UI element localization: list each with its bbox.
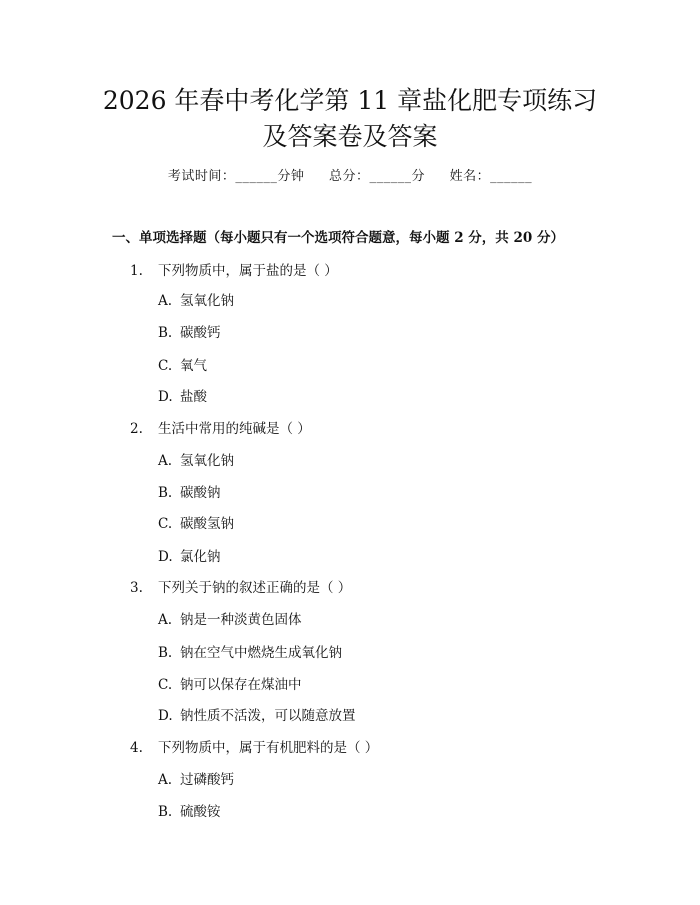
- question-number: 1.: [130, 263, 143, 279]
- total-score-field: 总分：______分: [328, 169, 425, 184]
- option-2d: [158, 547, 221, 567]
- option-letter: C.: [158, 516, 173, 532]
- student-name-field: 姓名：______: [449, 169, 533, 184]
- option-text: 氯化钠: [180, 549, 221, 565]
- question-number: 3.: [130, 580, 143, 596]
- option-text: 钠在空气中燃烧生成氧化钠: [180, 645, 342, 661]
- option-4b: [158, 802, 221, 822]
- option-letter: B.: [158, 645, 173, 661]
- option-letter: B.: [158, 485, 173, 501]
- question-stem: 下列关于钠的叙述正确的是（ ）: [158, 580, 352, 596]
- option-2b: [158, 483, 221, 503]
- option-text: 过磷酸钙: [180, 772, 234, 788]
- option-text: 氧气: [180, 358, 207, 374]
- option-letter: D.: [158, 549, 173, 565]
- option-letter: A.: [158, 453, 173, 469]
- option-text: 钠可以保存在煤油中: [180, 677, 302, 693]
- option-text: 氢氧化钠: [180, 453, 234, 469]
- option-text: 氢氧化钠: [180, 293, 234, 309]
- option-letter: A.: [158, 612, 173, 628]
- option-text: 硫酸铵: [180, 804, 221, 820]
- question-number: 4.: [130, 740, 143, 756]
- option-letter: D.: [158, 708, 173, 724]
- document-title-line-1: 2026 年春中考化学第 11 章盐化肥专项练习: [102, 86, 598, 115]
- option-letter: B.: [158, 804, 173, 820]
- option-1c: [158, 356, 207, 376]
- exam-info: [0, 167, 700, 187]
- question-stem: 下列物质中，属于盐的是（ ）: [158, 263, 338, 279]
- option-3a: [158, 610, 302, 630]
- option-3c: [158, 675, 302, 695]
- option-1b: [158, 323, 221, 343]
- option-1a: [158, 291, 234, 311]
- option-3b: [158, 643, 342, 663]
- option-text: 钠性质不活泼，可以随意放置: [180, 708, 356, 724]
- option-letter: C.: [158, 358, 173, 374]
- question-stem: 下列物质中，属于有机肥料的是（ ）: [158, 740, 379, 756]
- option-letter: B.: [158, 325, 173, 341]
- option-text: 盐酸: [180, 389, 207, 405]
- question-number: 2.: [130, 421, 143, 437]
- option-text: 碳酸氢钠: [180, 516, 234, 532]
- option-letter: C.: [158, 677, 173, 693]
- option-text: 碳酸钙: [180, 325, 221, 341]
- option-3d: [158, 706, 356, 726]
- option-text: 碳酸钠: [180, 485, 221, 501]
- option-letter: A.: [158, 293, 173, 309]
- question-stem: 生活中常用的纯碱是（ ）: [158, 421, 311, 437]
- exam-time-field: 考试时间：______分钟: [167, 169, 305, 184]
- section-heading: 一、单项选择题（每小题只有一个选项符合题意，每小题 2 分，共 20 分）: [112, 230, 564, 246]
- option-letter: D.: [158, 389, 173, 405]
- option-2c: [158, 514, 234, 534]
- option-letter: A.: [158, 772, 173, 788]
- document-title-line-2: 及答案卷及答案: [262, 122, 438, 151]
- option-1d: [158, 387, 207, 407]
- option-4a: [158, 770, 234, 790]
- option-2a: [158, 451, 234, 471]
- option-text: 钠是一种淡黄色固体: [180, 612, 302, 628]
